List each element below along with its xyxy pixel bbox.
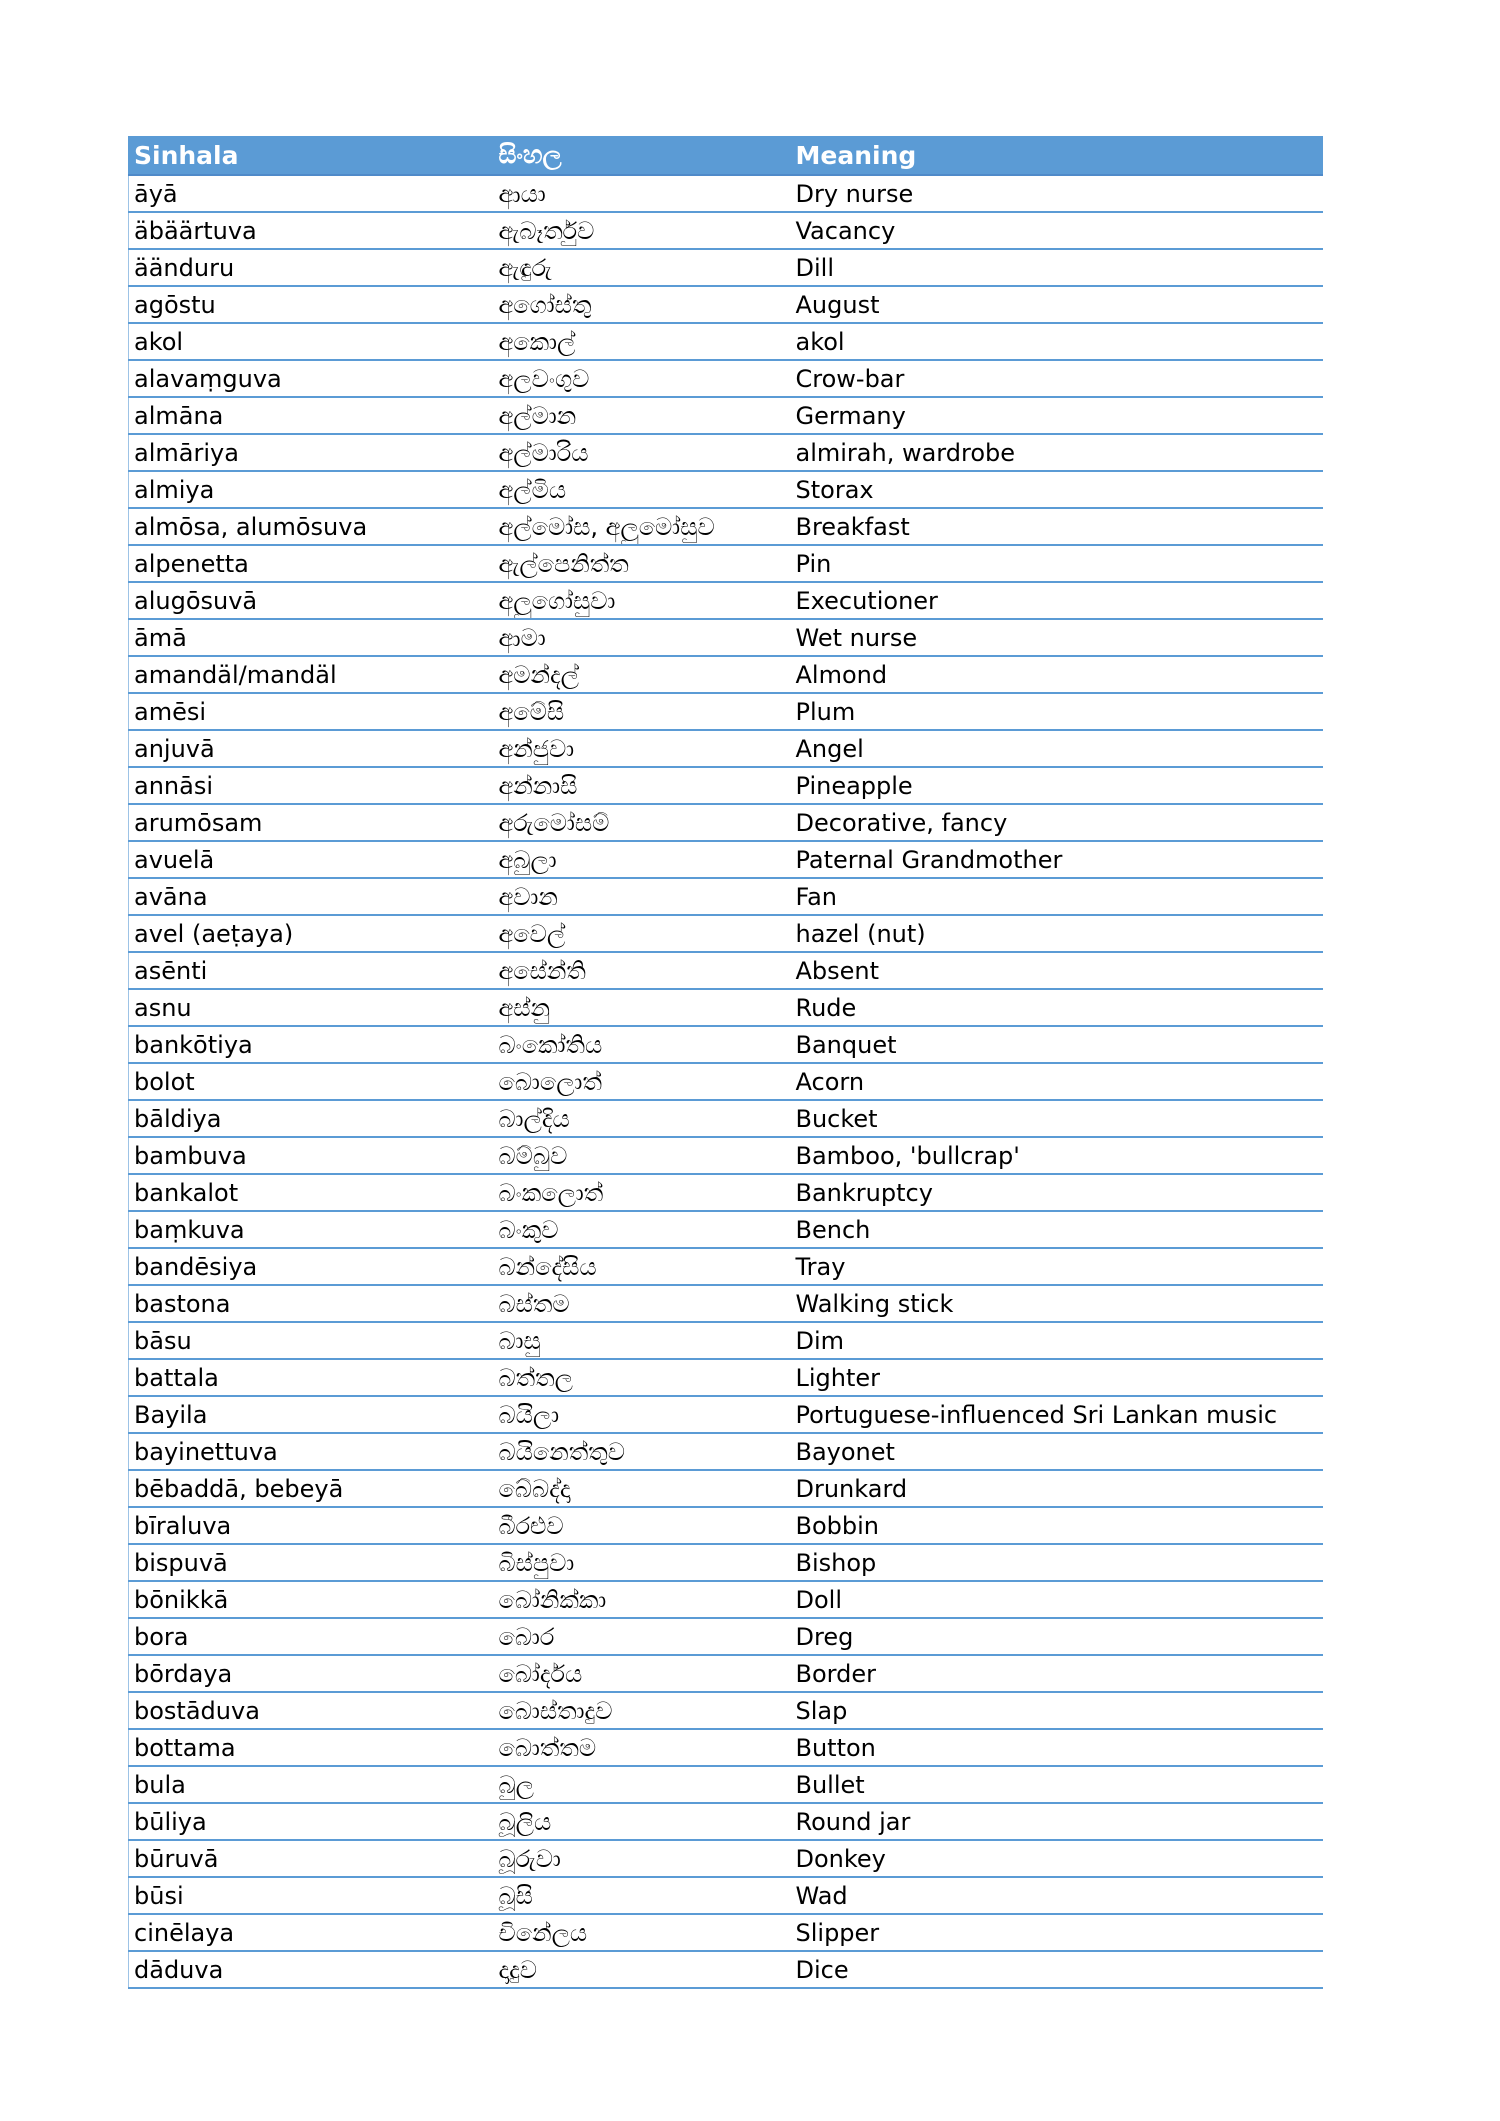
- cell-romanized: būruvā: [129, 1840, 494, 1877]
- cell-meaning: Crow-bar: [791, 360, 1323, 397]
- header-row: [129, 136, 1323, 175]
- cell-meaning: Vacancy: [791, 212, 1323, 249]
- table-row: [129, 1396, 1323, 1433]
- cell-romanized: alavaṃguva: [129, 360, 494, 397]
- table-row: [129, 323, 1323, 360]
- cell-meaning: Germany: [791, 397, 1323, 434]
- cell-sinhala-script: බොලොත්: [494, 1063, 791, 1100]
- cell-meaning: Button: [791, 1729, 1323, 1766]
- table-row: [129, 1433, 1323, 1470]
- cell-meaning: Fan: [791, 878, 1323, 915]
- table-row: [129, 286, 1323, 323]
- cell-romanized: dāduva: [129, 1951, 494, 1988]
- table-row: [129, 1692, 1323, 1729]
- table-row: [129, 1285, 1323, 1322]
- cell-romanized: almāriya: [129, 434, 494, 471]
- table-row: [129, 471, 1323, 508]
- table-row: [129, 1137, 1323, 1174]
- table-row: [129, 508, 1323, 545]
- table-row: [129, 1211, 1323, 1248]
- cell-romanized: avāna: [129, 878, 494, 915]
- cell-sinhala-script: බාසු: [494, 1322, 791, 1359]
- table-body: [129, 175, 1323, 1988]
- table-row: [129, 1803, 1323, 1840]
- cell-sinhala-script: බිස්පුවා: [494, 1544, 791, 1581]
- cell-sinhala-script: ඇඳුරු: [494, 249, 791, 286]
- cell-romanized: Bayila: [129, 1396, 494, 1433]
- cell-romanized: bankalot: [129, 1174, 494, 1211]
- cell-meaning: Walking stick: [791, 1285, 1323, 1322]
- cell-sinhala-script: ඇල්පෙනිත්ත: [494, 545, 791, 582]
- cell-sinhala-script: බූසි: [494, 1877, 791, 1914]
- cell-meaning: hazel (nut): [791, 915, 1323, 952]
- cell-sinhala-script: ආමා: [494, 619, 791, 656]
- cell-sinhala-script: බස්තම: [494, 1285, 791, 1322]
- cell-sinhala-script: බාල්දිය: [494, 1100, 791, 1137]
- cell-meaning: Almond: [791, 656, 1323, 693]
- cell-romanized: anjuvā: [129, 730, 494, 767]
- table-row: [129, 1100, 1323, 1137]
- table-row: [129, 989, 1323, 1026]
- cell-sinhala-script: අල්මාරිය: [494, 434, 791, 471]
- table-row: [129, 730, 1323, 767]
- table-row: [129, 582, 1323, 619]
- cell-sinhala-script: බම්බුව: [494, 1137, 791, 1174]
- cell-sinhala-script: අබුලා: [494, 841, 791, 878]
- cell-romanized: bāsu: [129, 1322, 494, 1359]
- cell-romanized: asnu: [129, 989, 494, 1026]
- cell-meaning: Round jar: [791, 1803, 1323, 1840]
- table-row: [129, 434, 1323, 471]
- cell-romanized: äänduru: [129, 249, 494, 286]
- cell-sinhala-script: අල්මාන: [494, 397, 791, 434]
- table-row: [129, 915, 1323, 952]
- cell-romanized: bolot: [129, 1063, 494, 1100]
- cell-romanized: bōrdaya: [129, 1655, 494, 1692]
- cell-sinhala-script: බෝර්දය: [494, 1655, 791, 1692]
- cell-meaning: Dry nurse: [791, 175, 1323, 212]
- cell-romanized: alugōsuvā: [129, 582, 494, 619]
- table-row: [129, 1544, 1323, 1581]
- table-row: [129, 212, 1323, 249]
- cell-meaning: Pin: [791, 545, 1323, 582]
- table-row: [129, 1026, 1323, 1063]
- table-row: [129, 1470, 1323, 1507]
- cell-meaning: Dim: [791, 1322, 1323, 1359]
- cell-romanized: bula: [129, 1766, 494, 1803]
- table-row: [129, 1618, 1323, 1655]
- cell-meaning: Tray: [791, 1248, 1323, 1285]
- cell-sinhala-script: බොත්තම: [494, 1729, 791, 1766]
- cell-romanized: bōnikkā: [129, 1581, 494, 1618]
- cell-romanized: bāldiya: [129, 1100, 494, 1137]
- cell-romanized: almōsa, alumōsuva: [129, 508, 494, 545]
- cell-romanized: bottama: [129, 1729, 494, 1766]
- table-row: [129, 693, 1323, 730]
- cell-sinhala-script: බොස්තාදුව: [494, 1692, 791, 1729]
- cell-meaning: Donkey: [791, 1840, 1323, 1877]
- cell-sinhala-script: අමේසි: [494, 693, 791, 730]
- cell-meaning: Bobbin: [791, 1507, 1323, 1544]
- table-row: [129, 804, 1323, 841]
- cell-meaning: Dice: [791, 1951, 1323, 1988]
- cell-romanized: alpenetta: [129, 545, 494, 582]
- cell-romanized: amēsi: [129, 693, 494, 730]
- table-row: [129, 1174, 1323, 1211]
- table-row: [129, 1729, 1323, 1766]
- cell-sinhala-script: බෝනික්කා: [494, 1581, 791, 1618]
- cell-sinhala-script: බොර: [494, 1618, 791, 1655]
- cell-sinhala-script: බංකලොත්: [494, 1174, 791, 1211]
- cell-romanized: avuelā: [129, 841, 494, 878]
- table-row: [129, 619, 1323, 656]
- cell-sinhala-script: අල්මිය: [494, 471, 791, 508]
- cell-meaning: Wet nurse: [791, 619, 1323, 656]
- cell-sinhala-script: අන්ජුවා: [494, 730, 791, 767]
- cell-meaning: almirah, wardrobe: [791, 434, 1323, 471]
- cell-meaning: Drunkard: [791, 1470, 1323, 1507]
- cell-meaning: Absent: [791, 952, 1323, 989]
- cell-romanized: asēnti: [129, 952, 494, 989]
- table-row: [129, 397, 1323, 434]
- cell-sinhala-script: ඇබෑර්තුව: [494, 212, 791, 249]
- cell-sinhala-script: අවාන: [494, 878, 791, 915]
- table-row: [129, 1951, 1323, 1988]
- header-sinhala-script: සිංහල: [494, 136, 791, 175]
- cell-sinhala-script: බයිනෙත්තුව: [494, 1433, 791, 1470]
- cell-meaning: Breakfast: [791, 508, 1323, 545]
- table-row: [129, 841, 1323, 878]
- cell-sinhala-script: චිනේලය: [494, 1914, 791, 1951]
- cell-meaning: Angel: [791, 730, 1323, 767]
- table-row: [129, 249, 1323, 286]
- cell-sinhala-script: අකොල්: [494, 323, 791, 360]
- table-row: [129, 1581, 1323, 1618]
- cell-romanized: bambuva: [129, 1137, 494, 1174]
- cell-sinhala-script: බංකෝතිය: [494, 1026, 791, 1063]
- table-row: [129, 1248, 1323, 1285]
- cell-meaning: Dill: [791, 249, 1323, 286]
- cell-sinhala-script: අමන්දල්: [494, 656, 791, 693]
- cell-romanized: almāna: [129, 397, 494, 434]
- cell-meaning: Border: [791, 1655, 1323, 1692]
- table-row: [129, 767, 1323, 804]
- cell-romanized: bastona: [129, 1285, 494, 1322]
- cell-meaning: Pineapple: [791, 767, 1323, 804]
- cell-romanized: āmā: [129, 619, 494, 656]
- cell-meaning: August: [791, 286, 1323, 323]
- cell-meaning: Rude: [791, 989, 1323, 1026]
- cell-romanized: almiya: [129, 471, 494, 508]
- cell-sinhala-script: අන්නාසි: [494, 767, 791, 804]
- cell-meaning: Wad: [791, 1877, 1323, 1914]
- cell-meaning: Portuguese-influenced Sri Lankan music: [791, 1396, 1323, 1433]
- table-row: [129, 1322, 1323, 1359]
- cell-meaning: Lighter: [791, 1359, 1323, 1396]
- cell-meaning: Decorative, fancy: [791, 804, 1323, 841]
- cell-sinhala-script: අවෙල්: [494, 915, 791, 952]
- table-row: [129, 1840, 1323, 1877]
- table-row: [129, 545, 1323, 582]
- cell-meaning: Acorn: [791, 1063, 1323, 1100]
- cell-sinhala-script: බයිලා: [494, 1396, 791, 1433]
- vocabulary-table: [128, 136, 1323, 1989]
- cell-sinhala-script: අල්මෝස, අලුමෝසුව: [494, 508, 791, 545]
- vocabulary-sheet: [128, 136, 1322, 1989]
- cell-romanized: battala: [129, 1359, 494, 1396]
- cell-sinhala-script: අරුමෝසම්: [494, 804, 791, 841]
- cell-meaning: Bishop: [791, 1544, 1323, 1581]
- cell-romanized: baṃkuva: [129, 1211, 494, 1248]
- cell-romanized: bēbaddā, bebeyā: [129, 1470, 494, 1507]
- cell-sinhala-script: බීරළුව: [494, 1507, 791, 1544]
- cell-meaning: akol: [791, 323, 1323, 360]
- table-row: [129, 1507, 1323, 1544]
- cell-meaning: Bucket: [791, 1100, 1323, 1137]
- cell-romanized: agōstu: [129, 286, 494, 323]
- cell-romanized: bankōtiya: [129, 1026, 494, 1063]
- cell-romanized: bandēsiya: [129, 1248, 494, 1285]
- cell-sinhala-script: බත්තල: [494, 1359, 791, 1396]
- table-row: [129, 878, 1323, 915]
- cell-meaning: Bayonet: [791, 1433, 1323, 1470]
- table-row: [129, 1766, 1323, 1803]
- cell-romanized: būsi: [129, 1877, 494, 1914]
- cell-meaning: Slipper: [791, 1914, 1323, 1951]
- cell-romanized: äbäärtuva: [129, 212, 494, 249]
- cell-romanized: bora: [129, 1618, 494, 1655]
- cell-sinhala-script: ආයා: [494, 175, 791, 212]
- table-row: [129, 1063, 1323, 1100]
- cell-romanized: bayinettuva: [129, 1433, 494, 1470]
- cell-sinhala-script: අලුගෝසුවා: [494, 582, 791, 619]
- table-row: [129, 656, 1323, 693]
- cell-meaning: Executioner: [791, 582, 1323, 619]
- cell-meaning: Plum: [791, 693, 1323, 730]
- cell-meaning: Bankruptcy: [791, 1174, 1323, 1211]
- cell-romanized: annāsi: [129, 767, 494, 804]
- table-row: [129, 1655, 1323, 1692]
- cell-sinhala-script: බේබද්දා: [494, 1470, 791, 1507]
- table-row: [129, 1877, 1323, 1914]
- cell-sinhala-script: බූරුවා: [494, 1840, 791, 1877]
- cell-sinhala-script: අලවංගුව: [494, 360, 791, 397]
- cell-meaning: Paternal Grandmother: [791, 841, 1323, 878]
- cell-sinhala-script: බංකුව: [494, 1211, 791, 1248]
- table-row: [129, 175, 1323, 212]
- cell-meaning: Bench: [791, 1211, 1323, 1248]
- cell-romanized: bīraluva: [129, 1507, 494, 1544]
- cell-meaning: Doll: [791, 1581, 1323, 1618]
- table-row: [129, 1359, 1323, 1396]
- cell-romanized: āyā: [129, 175, 494, 212]
- cell-meaning: Storax: [791, 471, 1323, 508]
- header-sinhala-romanized: Sinhala: [129, 136, 494, 175]
- cell-sinhala-script: බුල: [494, 1766, 791, 1803]
- cell-sinhala-script: බන්දේසිය: [494, 1248, 791, 1285]
- cell-sinhala-script: බූලිය: [494, 1803, 791, 1840]
- cell-sinhala-script: අගෝස්තු: [494, 286, 791, 323]
- cell-romanized: cinēlaya: [129, 1914, 494, 1951]
- header-meaning: Meaning: [791, 136, 1323, 175]
- table-row: [129, 360, 1323, 397]
- cell-romanized: būliya: [129, 1803, 494, 1840]
- cell-romanized: amandäl/mandäl: [129, 656, 494, 693]
- cell-sinhala-script: අසේන්ති: [494, 952, 791, 989]
- cell-romanized: avel (aeṭaya): [129, 915, 494, 952]
- cell-romanized: bostāduva: [129, 1692, 494, 1729]
- cell-sinhala-script: අස්නු: [494, 989, 791, 1026]
- cell-sinhala-script: දාදුව: [494, 1951, 791, 1988]
- cell-romanized: bispuvā: [129, 1544, 494, 1581]
- table-row: [129, 1914, 1323, 1951]
- cell-romanized: akol: [129, 323, 494, 360]
- cell-meaning: Dreg: [791, 1618, 1323, 1655]
- cell-romanized: arumōsam: [129, 804, 494, 841]
- table-row: [129, 952, 1323, 989]
- cell-meaning: Bamboo, 'bullcrap': [791, 1137, 1323, 1174]
- cell-meaning: Banquet: [791, 1026, 1323, 1063]
- cell-meaning: Slap: [791, 1692, 1323, 1729]
- cell-meaning: Bullet: [791, 1766, 1323, 1803]
